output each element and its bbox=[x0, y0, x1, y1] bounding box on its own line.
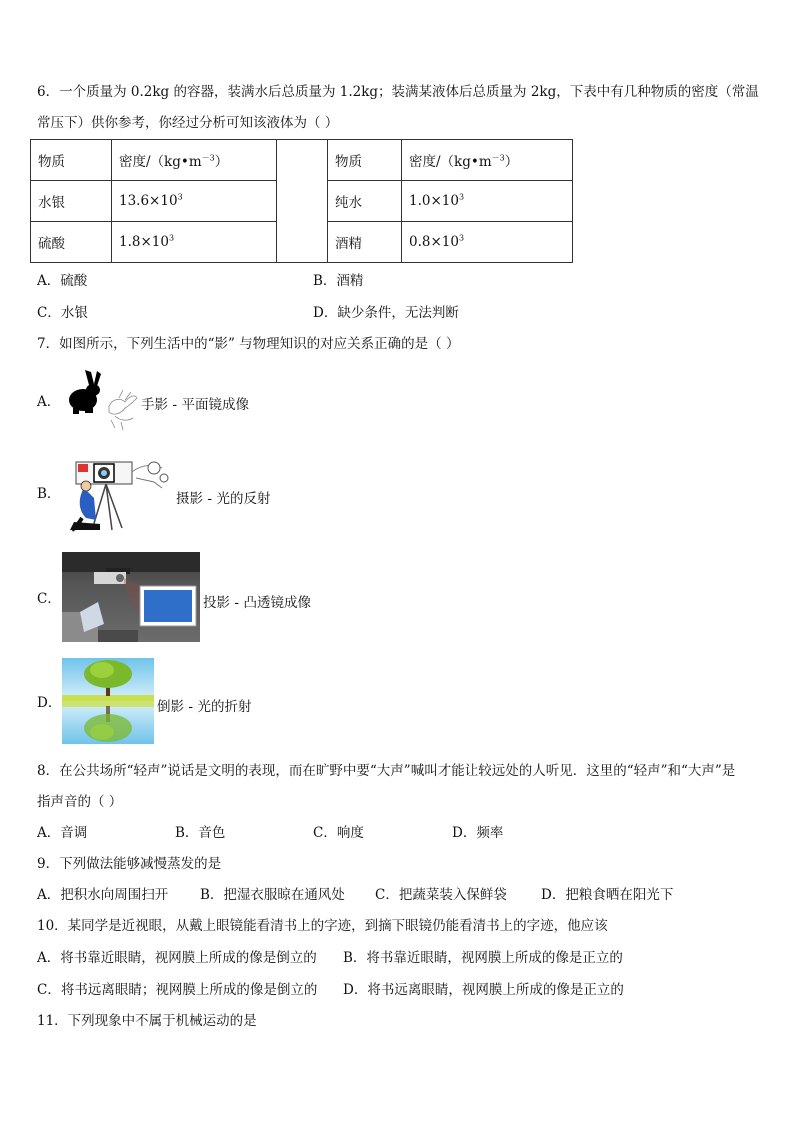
q9-option-d[interactable]: D．把粮食晒在阳光下 bbox=[541, 887, 674, 903]
q7-option-c-caption: 投影 - 凸透镜成像 bbox=[203, 595, 311, 611]
q10-option-c[interactable]: C．将书远离眼睛；视网膜上所成的像是倒立的 bbox=[37, 982, 318, 998]
q10-option-b[interactable]: B．将书靠近眼睛，视网膜上所成的像是正立的 bbox=[343, 950, 623, 966]
q9-option-a[interactable]: A．把积水向周围扫开 bbox=[37, 887, 169, 903]
table-cell-sulfuric-acid: 硫酸 bbox=[31, 222, 112, 263]
q7-option-d-label[interactable]: D． bbox=[37, 695, 62, 711]
q9-stem: 9．下列做法能够减慢蒸发的是 bbox=[37, 856, 222, 872]
q11-stem: 11．下列现象中不属于机械运动的是 bbox=[37, 1013, 257, 1029]
q10-option-d[interactable]: D．将书远离眼睛，视网膜上所成的像是正立的 bbox=[343, 982, 624, 998]
q7-stem: 7．如图所示，下列生活中的“影” 与物理知识的对应关系正确的是（ ） bbox=[37, 336, 460, 352]
q8-option-c[interactable]: C．响度 bbox=[313, 825, 364, 841]
table-header-substance-2: 物质 bbox=[328, 140, 402, 181]
q8-option-b[interactable]: B．音色 bbox=[175, 825, 226, 841]
q6-option-d[interactable]: D．缺少条件，无法判断 bbox=[313, 305, 459, 321]
table-gap-cell bbox=[277, 140, 328, 263]
table-cell-pure-water: 纯水 bbox=[328, 181, 402, 222]
q6-stem-line1: 6．一个质量为 0.2kg 的容器，装满水后总质量为 1.2kg；装满某液体后总质量为 2kg，下表中有几种物质的密度（常温 bbox=[37, 84, 759, 100]
table-cell-alcohol: 酒精 bbox=[328, 222, 402, 263]
table-cell-mercury-density: $13.6\times 10^3$ bbox=[112, 181, 277, 222]
q6-option-a[interactable]: A．硫酸 bbox=[37, 273, 88, 289]
table-cell-sulfuric-acid-density: $1.8\times 10^3$ bbox=[112, 222, 277, 263]
table-header-substance-1: 物质 bbox=[31, 140, 112, 181]
table-cell-alcohol-density: $0.8\times 10^3$ bbox=[402, 222, 573, 263]
q9-option-c[interactable]: C．把蔬菜装入保鲜袋 bbox=[375, 887, 507, 903]
q8-stem-line2: 指声音的（ ） bbox=[37, 794, 123, 810]
q10-stem: 10．某同学是近视眼，从戴上眼镜能看清书上的字迹，到摘下眼镜仍能看清书上的字迹，他应该 bbox=[37, 918, 608, 934]
table-cell-mercury: 水银 bbox=[31, 181, 112, 222]
q8-option-d[interactable]: D．频率 bbox=[452, 825, 504, 841]
table-header-density-1: 密度$/(kg•m^{-3})$ bbox=[112, 140, 277, 181]
q8-stem-line1: 8．在公共场所“轻声”说话是文明的表现，而在旷野中要“大声”喊叫才能让较远处的人听见．这里的“轻声”和“大声”是 bbox=[37, 763, 736, 779]
q7-option-a-label[interactable]: A． bbox=[37, 394, 61, 410]
density-table bbox=[30, 139, 573, 263]
q6-option-c[interactable]: C．水银 bbox=[37, 305, 88, 321]
q6-stem-line2: 常压下）供你参考，你经过分析可知该液体为（ ） bbox=[37, 115, 339, 131]
q7-option-c-label[interactable]: C． bbox=[37, 591, 61, 607]
table-cell-pure-water-density: $1.0\times 10^3$ bbox=[402, 181, 573, 222]
q7-option-d-caption: 倒影 - 光的折射 bbox=[157, 699, 252, 715]
q7-option-b-label[interactable]: B． bbox=[37, 486, 61, 502]
q7-option-a-caption: 手影 - 平面镜成像 bbox=[141, 397, 249, 413]
tree-reflection-image bbox=[62, 658, 154, 744]
hand-shadow-image bbox=[63, 368, 143, 432]
photographer-cartoon-image bbox=[66, 458, 174, 532]
q7-option-b-caption: 摄影 - 光的反射 bbox=[176, 491, 271, 507]
q8-option-a[interactable]: A．音调 bbox=[37, 825, 88, 841]
projector-image bbox=[62, 552, 200, 642]
table-header-density-2: 密度$/(kg•m^{-3})$ bbox=[402, 140, 573, 181]
q10-option-a[interactable]: A．将书靠近眼睛，视网膜上所成的像是倒立的 bbox=[37, 950, 317, 966]
q9-option-b[interactable]: B．把湿衣服晾在通风处 bbox=[200, 887, 345, 903]
q6-option-b[interactable]: B．酒精 bbox=[313, 273, 364, 289]
